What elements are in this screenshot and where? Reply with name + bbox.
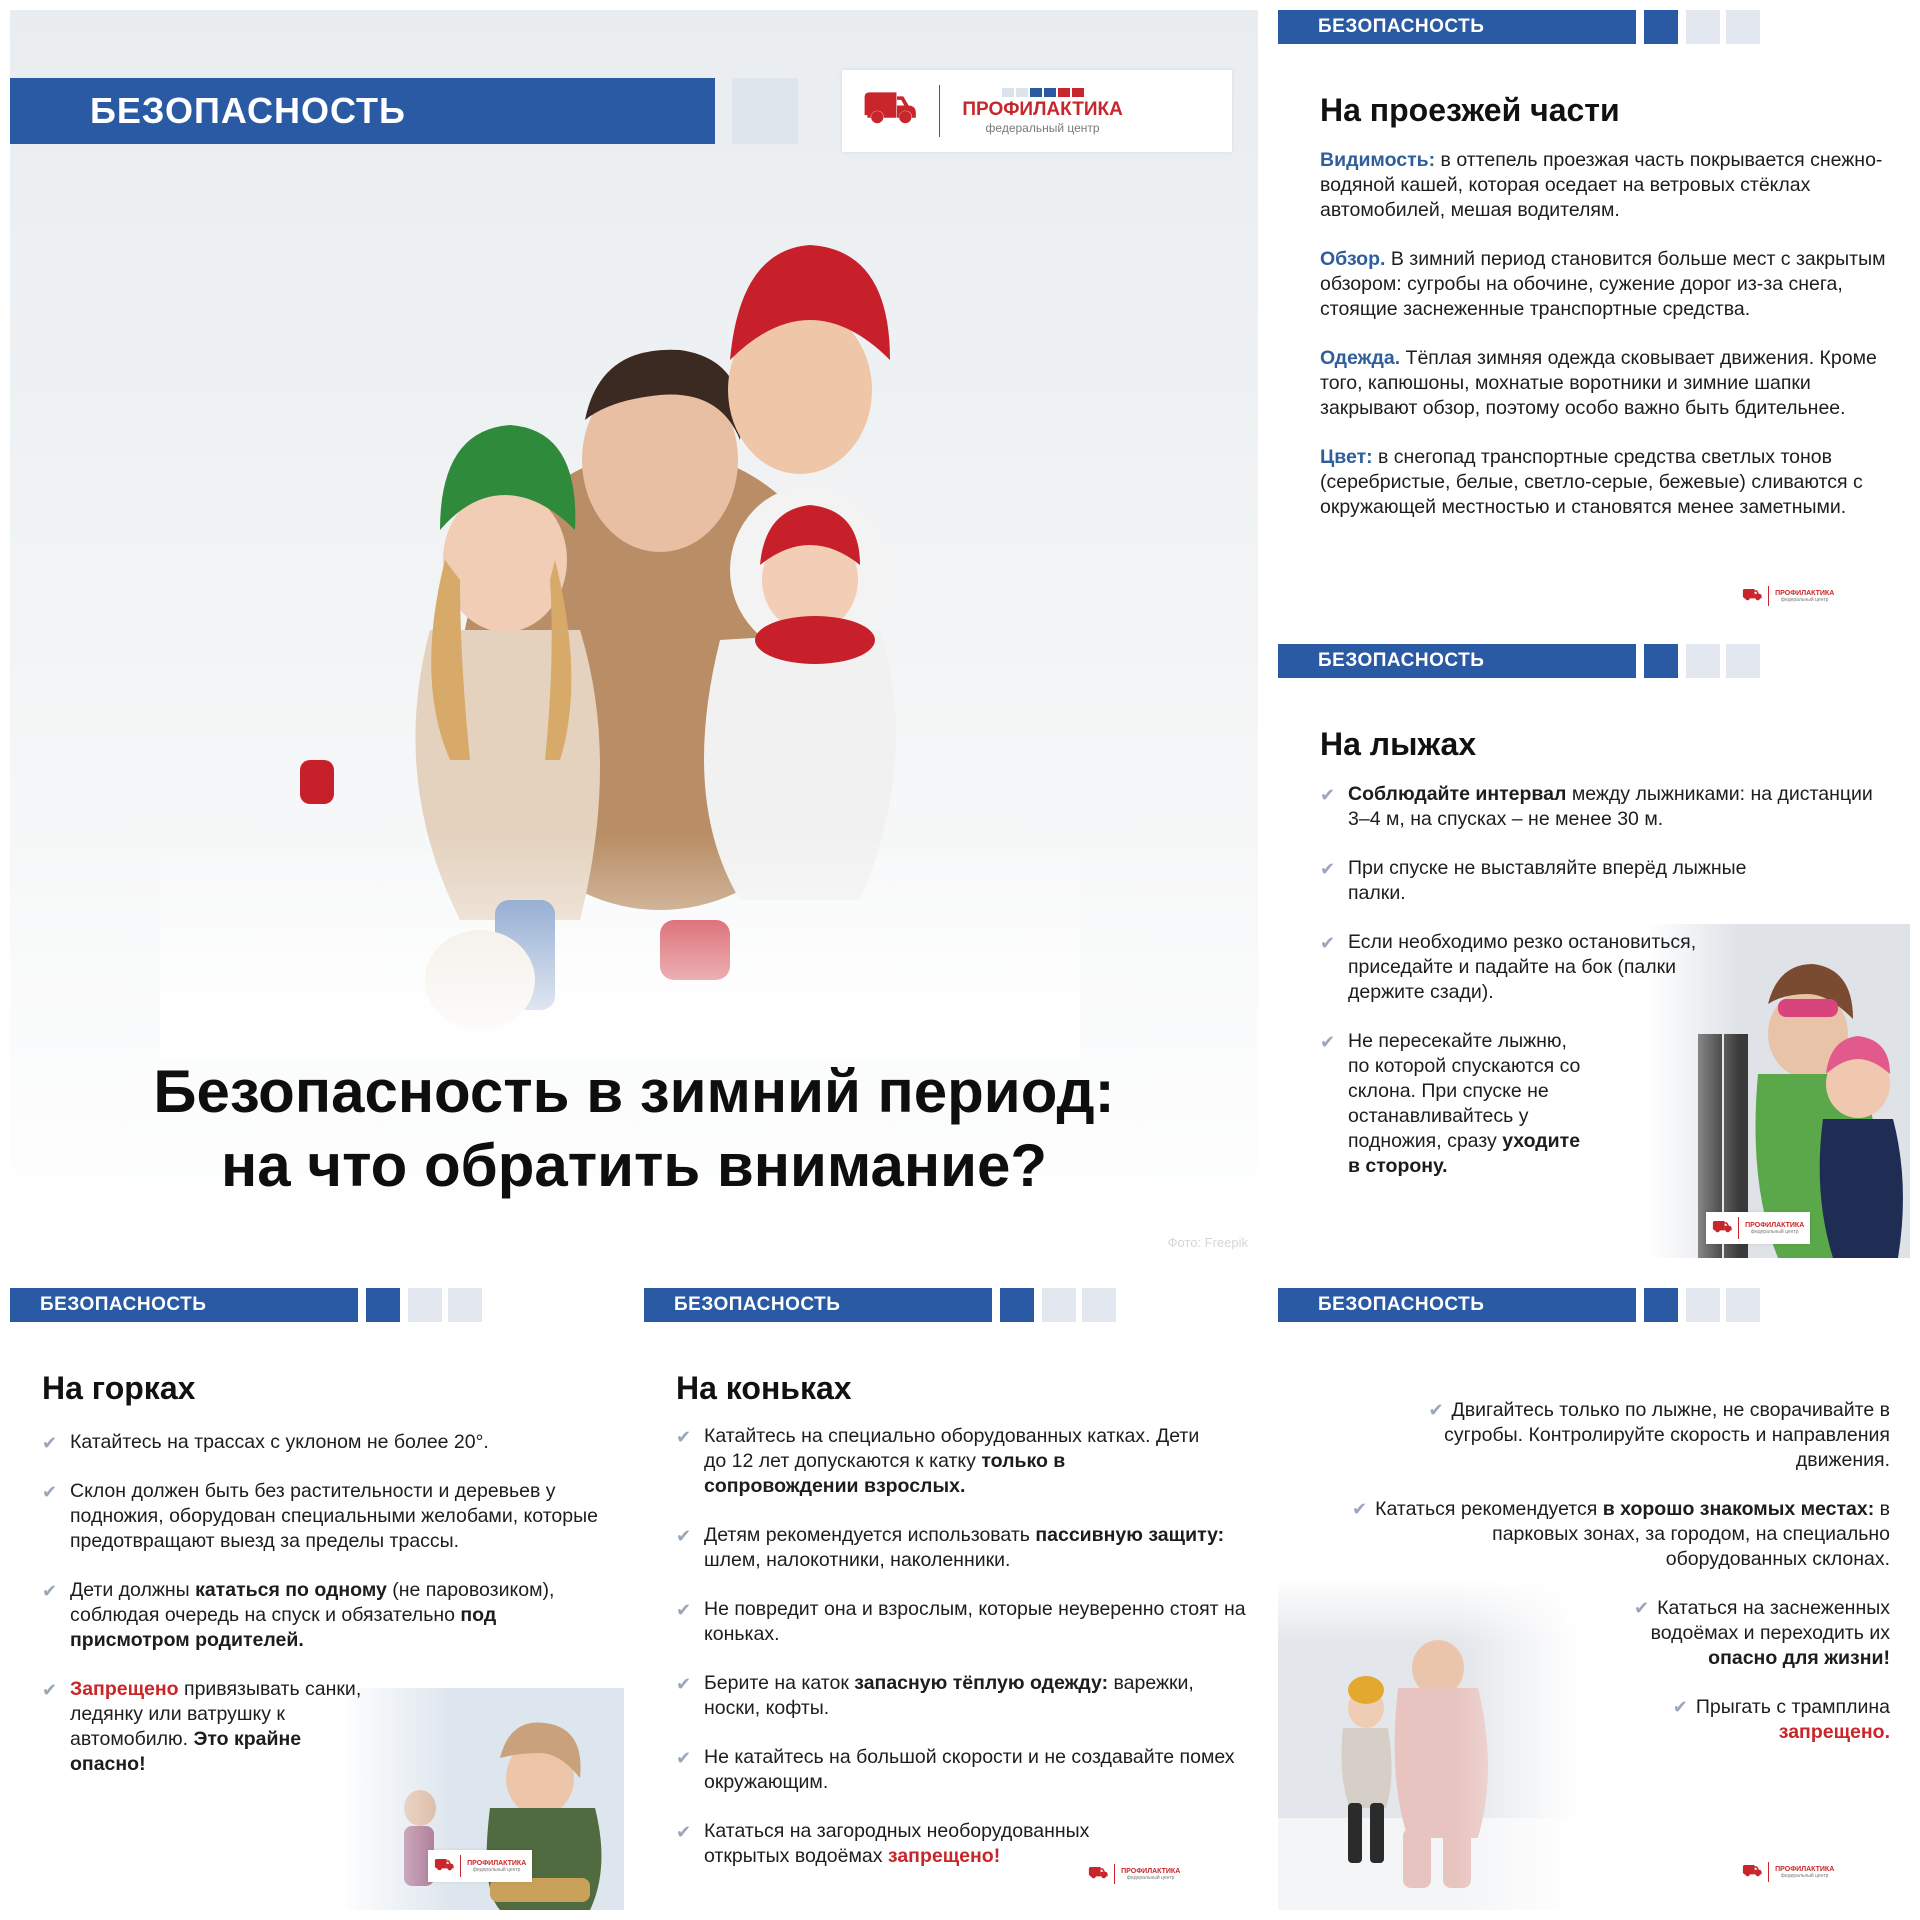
check-icon: ✔ <box>42 1581 58 1601</box>
logo-horse-icon: ⛟ <box>1742 1863 1763 1880</box>
list-item: ✔ Катайтесь на трассах с уклоном не более 20°. <box>42 1430 612 1455</box>
header-square <box>1686 1288 1720 1322</box>
logo-horse-icon: ⛟ <box>434 1857 455 1874</box>
skates-panel <box>644 1288 1258 1910</box>
panel-title: На горках <box>42 1370 196 1406</box>
check-icon: ✔ <box>676 1600 692 1620</box>
family-photo <box>160 160 1080 1060</box>
list-item: ✔ Дети должны кататься по одному (не паровозиком), соблюдая очередь на спуск и обязательно под присмотром родителей. <box>42 1579 555 1651</box>
check-icon: ✔ <box>42 1433 58 1453</box>
logo-subtitle: федеральный центр <box>1780 1872 1829 1879</box>
logo <box>1738 1858 1838 1886</box>
list-item: ✔ При спуске не выставляйте вперёд лыжные палки. <box>1320 857 1747 904</box>
trail-list <box>1350 1398 1890 1769</box>
logo-subtitle: федеральный центр <box>1750 1228 1799 1235</box>
header-square <box>1042 1288 1076 1322</box>
trail-panel <box>1278 1288 1910 1910</box>
check-icon: ✔ <box>676 1748 692 1768</box>
panel-header <box>1278 644 1760 678</box>
header-square <box>1644 10 1678 44</box>
check-icon: ✔ <box>42 1482 58 1502</box>
header-square <box>366 1288 400 1322</box>
check-icon: ✔ <box>676 1674 692 1694</box>
logo <box>428 1850 532 1882</box>
panel-header-label: БЕЗОПАСНОСТЬ <box>1278 1288 1636 1322</box>
logo-name: ПРОФИЛАКТИКА <box>1775 1865 1835 1873</box>
logo-name: ПРОФИЛАКТИКА <box>1775 589 1835 597</box>
header-square <box>1644 1288 1678 1322</box>
list-item: ✔ Если необходимо резко остановиться, приседайте и падайте на бок (палки держите сзади). <box>1320 931 1697 1003</box>
header-square <box>1726 644 1760 678</box>
list-item: ✔ Кататься на загородных необорудованных открытых водоёмах запрещено! <box>676 1820 1090 1867</box>
photo-credit: Фото: Freepik <box>1167 1235 1248 1250</box>
header-square <box>1686 644 1720 678</box>
list-item: ✔ Берите на каток запасную тёплую одежду: варежки, носки, кофты. <box>676 1672 1194 1719</box>
list-item: ✔ Склон должен быть без растительности и деревьев у подножия, оборудован специальными желобами, которые предотвращают выезд за пределы трассы. <box>42 1480 598 1552</box>
check-icon: ✔ <box>1320 1032 1336 1052</box>
check-icon: ✔ <box>676 1822 692 1842</box>
check-icon: ✔ <box>1320 933 1336 953</box>
hero-title <box>10 1055 1258 1203</box>
hero-panel <box>10 10 1258 1258</box>
check-icon: ✔ <box>1352 1499 1368 1519</box>
list-item: ✔ Двигайтесь только по лыжне, не сворачивайте в сугробы. Контролируйте скорость и направления движения. <box>1428 1399 1890 1471</box>
logo-horse-icon: ⛟ <box>1088 1865 1109 1882</box>
list-item: ✔ Не катайтесь на большой скорости и не создавайте помех окружающим. <box>676 1746 1235 1793</box>
ski-list <box>1320 782 1880 1203</box>
check-icon: ✔ <box>1320 859 1336 879</box>
road-view: Обзор. В зимний период становится больше мест с закрытым обзором: сугробы на обочине, сужение дорог из-за снега, стоящие заснеженные транспортные средства. <box>1320 248 1886 320</box>
road-panel <box>1278 10 1910 630</box>
header-square <box>1644 644 1678 678</box>
panel-title: На лыжах <box>1320 726 1477 762</box>
panel-header <box>1278 10 1760 44</box>
list-item: ✔ Кататься на заснеженных водоёмах и переходить их опасно для жизни! <box>1634 1597 1890 1669</box>
panel-title: На коньках <box>676 1370 852 1406</box>
hero-title-line2: на что обратить внимание? <box>220 1132 1048 1199</box>
check-icon: ✔ <box>1428 1400 1444 1420</box>
logo-name: ПРОФИЛАКТИКА <box>1121 1867 1181 1875</box>
logo-subtitle: федеральный центр <box>985 120 1100 135</box>
check-icon: ✔ <box>42 1680 58 1700</box>
list-item: ✔ Детям рекомендуется использовать пассивную защиту: шлем, налокотники, наколенники. <box>676 1524 1225 1571</box>
logo-name: ПРОФИЛАКТИКА <box>1745 1221 1805 1229</box>
logo-horse-icon: ⛟ <box>1742 587 1763 604</box>
list-item: ✔ Запрещено привязывать санки, ледянку или ватрушку к автомобилю. Это крайне опасно! <box>42 1678 362 1775</box>
ski-panel <box>1278 644 1910 1258</box>
header-square <box>1000 1288 1034 1322</box>
panel-header <box>644 1288 1116 1322</box>
check-icon: ✔ <box>676 1427 692 1447</box>
panel-header <box>1278 1288 1760 1322</box>
logo-dots-icon <box>1002 88 1084 97</box>
logo <box>1738 582 1838 610</box>
road-clothes: Одежда. Тёплая зимняя одежда сковывает движения. Кроме того, капюшоны, мохнатые воротники и зимние шапки закрывают обзор, поэтому особо важно быть бдительнее. <box>1320 347 1877 419</box>
list-item: ✔ Не повредит она и взрослым, которые неуверенно стоят на коньках. <box>676 1598 1246 1645</box>
slopes-panel <box>10 1288 624 1910</box>
logo-name: ПРОФИЛАКТИКА <box>962 98 1123 120</box>
road-color: Цвет: в снегопад транспортные средства светлых тонов (серебристые, белые, светло-серые, бежевые) сливаются с окружающей местностью и становятся менее заметными. <box>1320 446 1863 518</box>
check-icon: ✔ <box>676 1526 692 1546</box>
logo-subtitle: федеральный центр <box>472 1866 521 1873</box>
list-item: ✔ Катайтесь на специально оборудованных катках. Дети до 12 лет допускаются к катку только в сопровождении взрослых. <box>676 1425 1200 1497</box>
slopes-list <box>42 1430 612 1801</box>
panel-header-label: БЕЗОПАСНОСТЬ <box>1278 10 1636 44</box>
logo-horse-icon: ⛟ <box>862 83 918 132</box>
panel-title: На проезжей части <box>1320 92 1620 128</box>
logo-subtitle: федеральный центр <box>1780 596 1829 603</box>
logo <box>1084 1860 1184 1888</box>
header-square <box>732 78 798 144</box>
header-square <box>1082 1288 1116 1322</box>
logo-name: ПРОФИЛАКТИКА <box>467 1859 527 1867</box>
logo-subtitle: федеральный центр <box>1126 1874 1175 1881</box>
check-icon: ✔ <box>1672 1697 1688 1717</box>
list-item: ✔ Соблюдайте интервал между лыжниками: на дистанции 3–4 м, на спусках – не менее 30 м. <box>1320 783 1873 830</box>
panel-header-label: БЕЗОПАСНОСТЬ <box>644 1288 992 1322</box>
hero-title-line1: Безопасность в зимний период: <box>153 1058 1115 1125</box>
header-square <box>408 1288 442 1322</box>
hero-header-label: БЕЗОПАСНОСТЬ <box>10 78 715 144</box>
header-square <box>1726 10 1760 44</box>
header-square <box>1726 1288 1760 1322</box>
list-item: ✔ Не пересекайте лыжню, по которой спускаются со склона. При спуске не останавливайтесь у подножия, сразу уходите в сторону. <box>1320 1030 1581 1177</box>
logo <box>842 70 1232 152</box>
panel-header-label: БЕЗОПАСНОСТЬ <box>1278 644 1636 678</box>
list-item: ✔ Прыгать с трамплина запрещено. <box>1672 1696 1890 1743</box>
road-text <box>1320 148 1900 544</box>
check-icon: ✔ <box>1320 785 1336 805</box>
skates-list <box>676 1424 1251 1893</box>
header-square <box>1686 10 1720 44</box>
list-item: ✔ Кататься рекомендуется в хорошо знакомых местах: в парковых зонах, за городом, на специально оборудованных склонах. <box>1352 1498 1890 1570</box>
logo <box>1706 1212 1810 1244</box>
check-icon: ✔ <box>1634 1598 1650 1618</box>
header-square <box>448 1288 482 1322</box>
logo-horse-icon: ⛟ <box>1712 1219 1733 1236</box>
road-visibility: Видимость: в оттепель проезжая часть покрывается снежно-водяной кашей, которая оседает на ветровых стёклах автомобилей, мешая водителям. <box>1320 149 1883 221</box>
panel-header-label: БЕЗОПАСНОСТЬ <box>10 1288 358 1322</box>
panel-header <box>10 1288 482 1322</box>
